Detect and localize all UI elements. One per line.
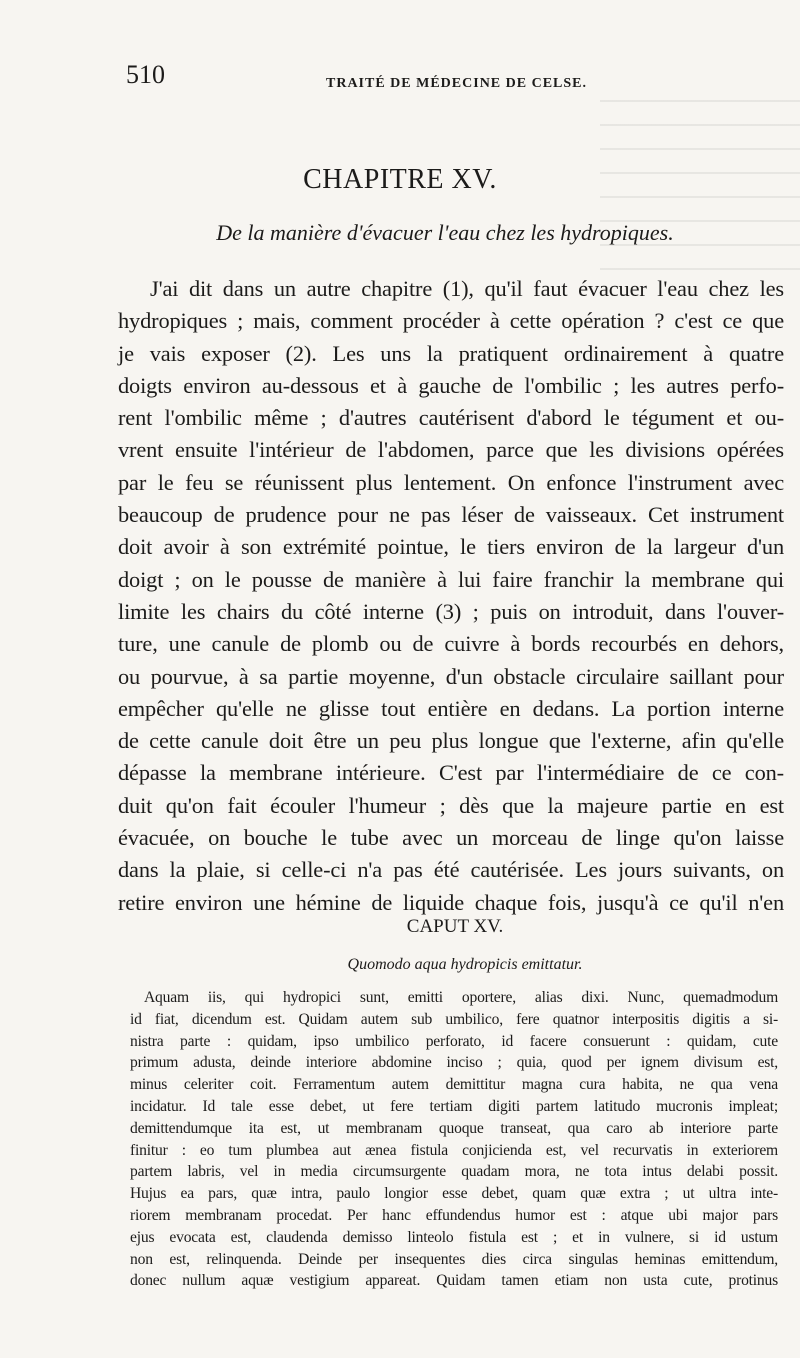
text-line: id fiat, dicendum est. Quidam autem sub umbilico, fere quatnor interpositis digitis a si-: [130, 1010, 778, 1028]
text-line: retire environ une hémine de liquide chaque fois, jusqu'à ce qu'il n'en: [118, 889, 784, 915]
text-line: vrent ensuite l'intérieur de l'abdomen, parce que les divisions opérées: [118, 437, 784, 463]
chapter-subtitle: De la manière d'évacuer l'eau chez les hydropiques.: [216, 220, 674, 245]
text-line: doigts environ au-dessous et à gauche de l'ombilic ; les autres perfo-: [118, 372, 784, 398]
text-line: nistra parte : quidam, ipso umbilico perforato, id facere consuerunt : quidam, cute: [130, 1032, 778, 1050]
text-line: partem labris, vel in media circumsurgente quadam mora, ne tota intus delabi possit.: [130, 1163, 778, 1181]
page-number: 510: [126, 60, 165, 89]
running-head: [126, 60, 766, 100]
text-line: beaucoup de prudence pour ne pas léser de vaisseaux. Cet instrument: [118, 502, 784, 528]
french-paragraph: [118, 273, 784, 919]
text-line: dans la plaie, si celle-ci n'a pas été cautérisée. Les jours suivants, on: [118, 857, 784, 883]
running-title: TRAITÉ DE MÉDECINE DE CELSE.: [326, 76, 587, 91]
text-line: évacuée, on bouche le tube avec un morceau de linge qu'on laisse: [118, 825, 784, 851]
text-line: rent l'ombilic même ; d'autres cautérisent d'abord le tégument et ou-: [118, 405, 784, 431]
chapter-heading: CHAPITRE XV.: [303, 164, 497, 195]
text-line: empêcher qu'elle ne glisse tout entière en dedans. La portion interne: [118, 695, 784, 721]
text-line: ture, une canule de plomb ou de cuivre à bords recourbés en dehors,: [118, 631, 784, 657]
text-line: incidatur. Id tale esse debet, ut fere tertiam digiti partem latitudo mucronis impleat;: [130, 1097, 778, 1115]
latin-paragraph: [130, 987, 778, 1292]
text-line: minus celeriter coit. Ferramentum autem demittitur magna cura habita, ne qua vena: [130, 1076, 778, 1094]
text-line: donec nullum aquæ vestigium appareat. Quidam tamen etiam non usta cute, protinus: [130, 1272, 778, 1290]
caput-subtitle: Quomodo aqua hydropicis emittatur.: [347, 956, 583, 973]
text-line: de cette canule doit être un peu plus longue que l'externe, afin qu'elle: [118, 728, 784, 754]
text-line: finitur : eo tum plumbea aut ænea fistula conjicienda est, vel recurvatis in exteriorem: [130, 1141, 778, 1159]
text-line: primum adusta, deinde interiore abdomine inciso ; quia, quod per ignem divisum est,: [130, 1054, 778, 1072]
text-line: hydropiques ; mais, comment procéder à cette opération ? c'est ce que: [118, 308, 784, 334]
text-line: je vais exposer (2). Les uns la pratiquent ordinairement à quatre: [118, 340, 784, 366]
text-line: demittendumque ita est, ut membranam quoque transeat, qua caro ab interiore parte: [130, 1119, 778, 1137]
text-line: Hujus ea pars, quæ intra, paulo longior esse debet, quam quæ extra ; ut ultra inte-: [130, 1185, 778, 1203]
caput-heading: CAPUT XV.: [406, 916, 504, 937]
text-line: ou pourvue, à sa partie moyenne, d'un obstacle circulaire saillant pour: [118, 663, 784, 689]
text-line: ejus evocata est, claudenda demisso linteolo fistula est ; et in vulnere, si id ustum: [130, 1228, 778, 1246]
text-line: riorem membranam procedat. Per hanc effundendus humor est : atque ubi major pars: [130, 1206, 778, 1224]
text-line: J'ai dit dans un autre chapitre (1), qu'il faut évacuer l'eau chez les: [150, 276, 784, 301]
text-line: Aquam iis, qui hydropici sunt, emitti oportere, alias dixi. Nunc, quemadmodum: [144, 989, 778, 1006]
text-line: duit qu'on fait écouler l'humeur ; dès que la majeure partie en est: [118, 792, 784, 818]
text-line: doit avoir à son extrémité pointue, le tiers environ de la largeur d'un: [118, 534, 784, 560]
text-line: non est, relinquenda. Deinde per insequentes dies circa singulas heminas emittendum,: [130, 1250, 778, 1268]
text-line: dépasse la membrane intérieure. C'est par l'intermédiaire de ce con-: [118, 760, 784, 786]
text-line: par le feu se réunissent plus lentement. On enfonce l'instrument avec: [118, 469, 784, 495]
text-line: doigt ; on le pousse de manière à lui faire franchir la membrane qui: [118, 566, 784, 592]
text-line: limite les chairs du côté interne (3) ; puis on introduit, dans l'ouver-: [118, 598, 784, 624]
